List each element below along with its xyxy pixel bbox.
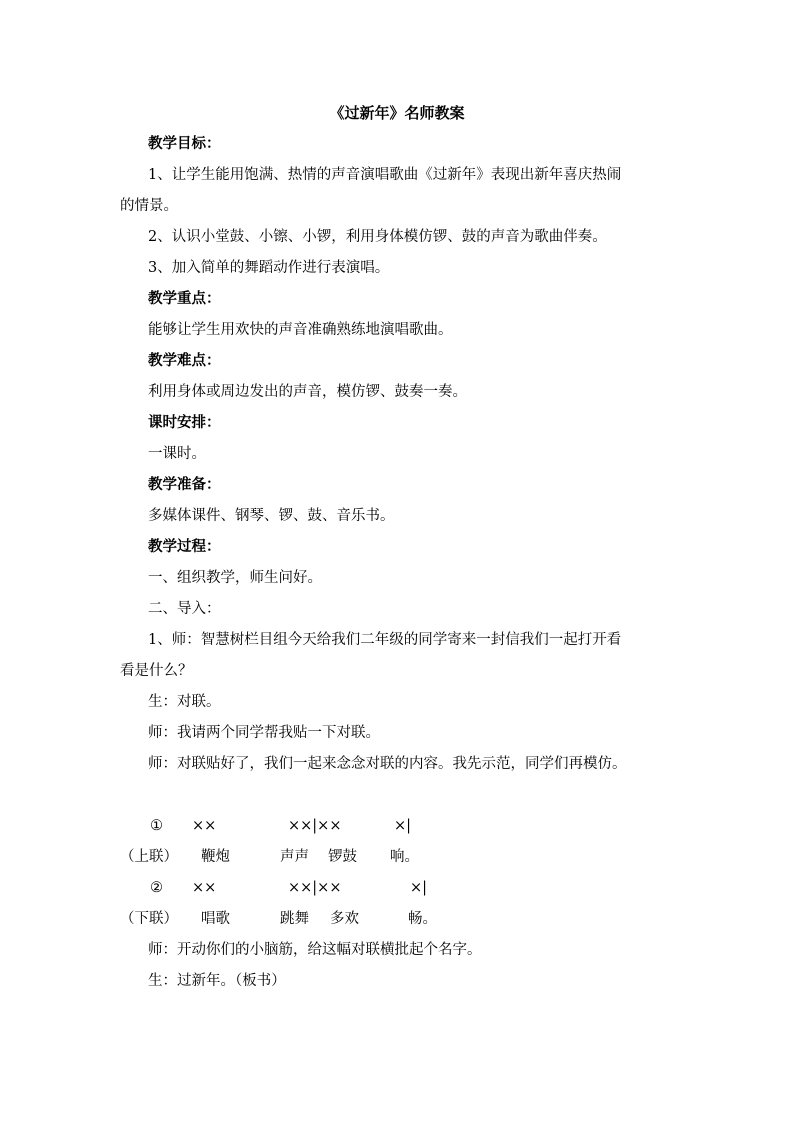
lower-word-3: 多欢 — [330, 911, 359, 927]
upper-word-3: 锣鼓 — [328, 849, 357, 865]
dialog-line-4: 师：对联贴好了，我们一起来念念对联的内容。我先示范，同学们再模仿。 — [148, 756, 627, 772]
document-title: 《过新年》名师教案 — [329, 104, 465, 122]
goal-item-3: 3、加入简单的舞蹈动作进行表演唱。 — [148, 260, 390, 276]
upper-word-1: 鞭炮 — [201, 849, 230, 865]
preparation-text: 多媒体课件、钢琴、锣、鼓、音乐书。 — [148, 508, 395, 524]
process-heading: 教学过程： — [148, 538, 221, 555]
key-point-text: 能够让学生用欢快的声音准确熟练地演唱歌曲。 — [148, 322, 453, 338]
process-step-1: 一、组织教学，师生问好。 — [148, 570, 322, 586]
process-step-2: 二、导入： — [148, 601, 221, 617]
upper-word-2: 声声 — [280, 849, 309, 865]
difficulty-heading: 教学难点： — [148, 352, 221, 369]
goal-item-2: 2、认识小堂鼓、小镲、小锣，利用身体模仿锣、鼓的声音为歌曲伴奏。 — [148, 229, 607, 245]
lower-word-2: 跳舞 — [280, 911, 309, 927]
schedule-text: 一课时。 — [148, 446, 206, 462]
lower-word-1: 唱歌 — [201, 911, 230, 927]
lower-label: （下联） — [120, 911, 178, 927]
key-point-heading: 教学重点： — [148, 290, 221, 307]
goal-heading: 教学目标： — [148, 135, 221, 152]
dialog-line-1-cont: 看是什么？ — [120, 663, 193, 679]
upper-word-4: 响。 — [390, 849, 419, 865]
upper-marker: ① — [150, 818, 163, 834]
upper-label: （上联） — [120, 849, 178, 865]
schedule-heading: 课时安排： — [148, 414, 221, 431]
goal-item-1-cont: 的情景。 — [120, 198, 178, 214]
lower-rhythm-1: ×× — [192, 880, 217, 896]
lower-rhythm-3: ×| — [410, 880, 428, 896]
lower-marker: ② — [150, 880, 163, 896]
dialog-line-3: 师：我请两个同学帮我贴一下对联。 — [148, 725, 380, 741]
dialog-line-2: 生：对联。 — [148, 694, 221, 710]
closing-student-line: 生：过新年。（板书） — [148, 973, 286, 989]
goal-item-1: 1、让学生能用饱满、热情的声音演唱歌曲《过新年》表现出新年喜庆热闹 — [148, 167, 622, 183]
dialog-line-1: 1、师：智慧树栏目组今天给我们二年级的同学寄来一封信我们一起打开看 — [148, 632, 622, 648]
upper-rhythm-2: ××|×× — [288, 818, 342, 834]
difficulty-text: 利用身体或周边发出的声音，模仿锣、鼓奏一奏。 — [148, 384, 467, 400]
lower-word-4: 畅。 — [408, 911, 437, 927]
upper-rhythm-1: ×× — [192, 818, 217, 834]
closing-teacher-line: 师：开动你们的小脑筋，给这幅对联横批起个名字。 — [148, 942, 482, 958]
preparation-heading: 教学准备： — [148, 476, 221, 493]
upper-rhythm-3: ×| — [394, 818, 412, 834]
lower-rhythm-2: ××|×× — [288, 880, 342, 896]
